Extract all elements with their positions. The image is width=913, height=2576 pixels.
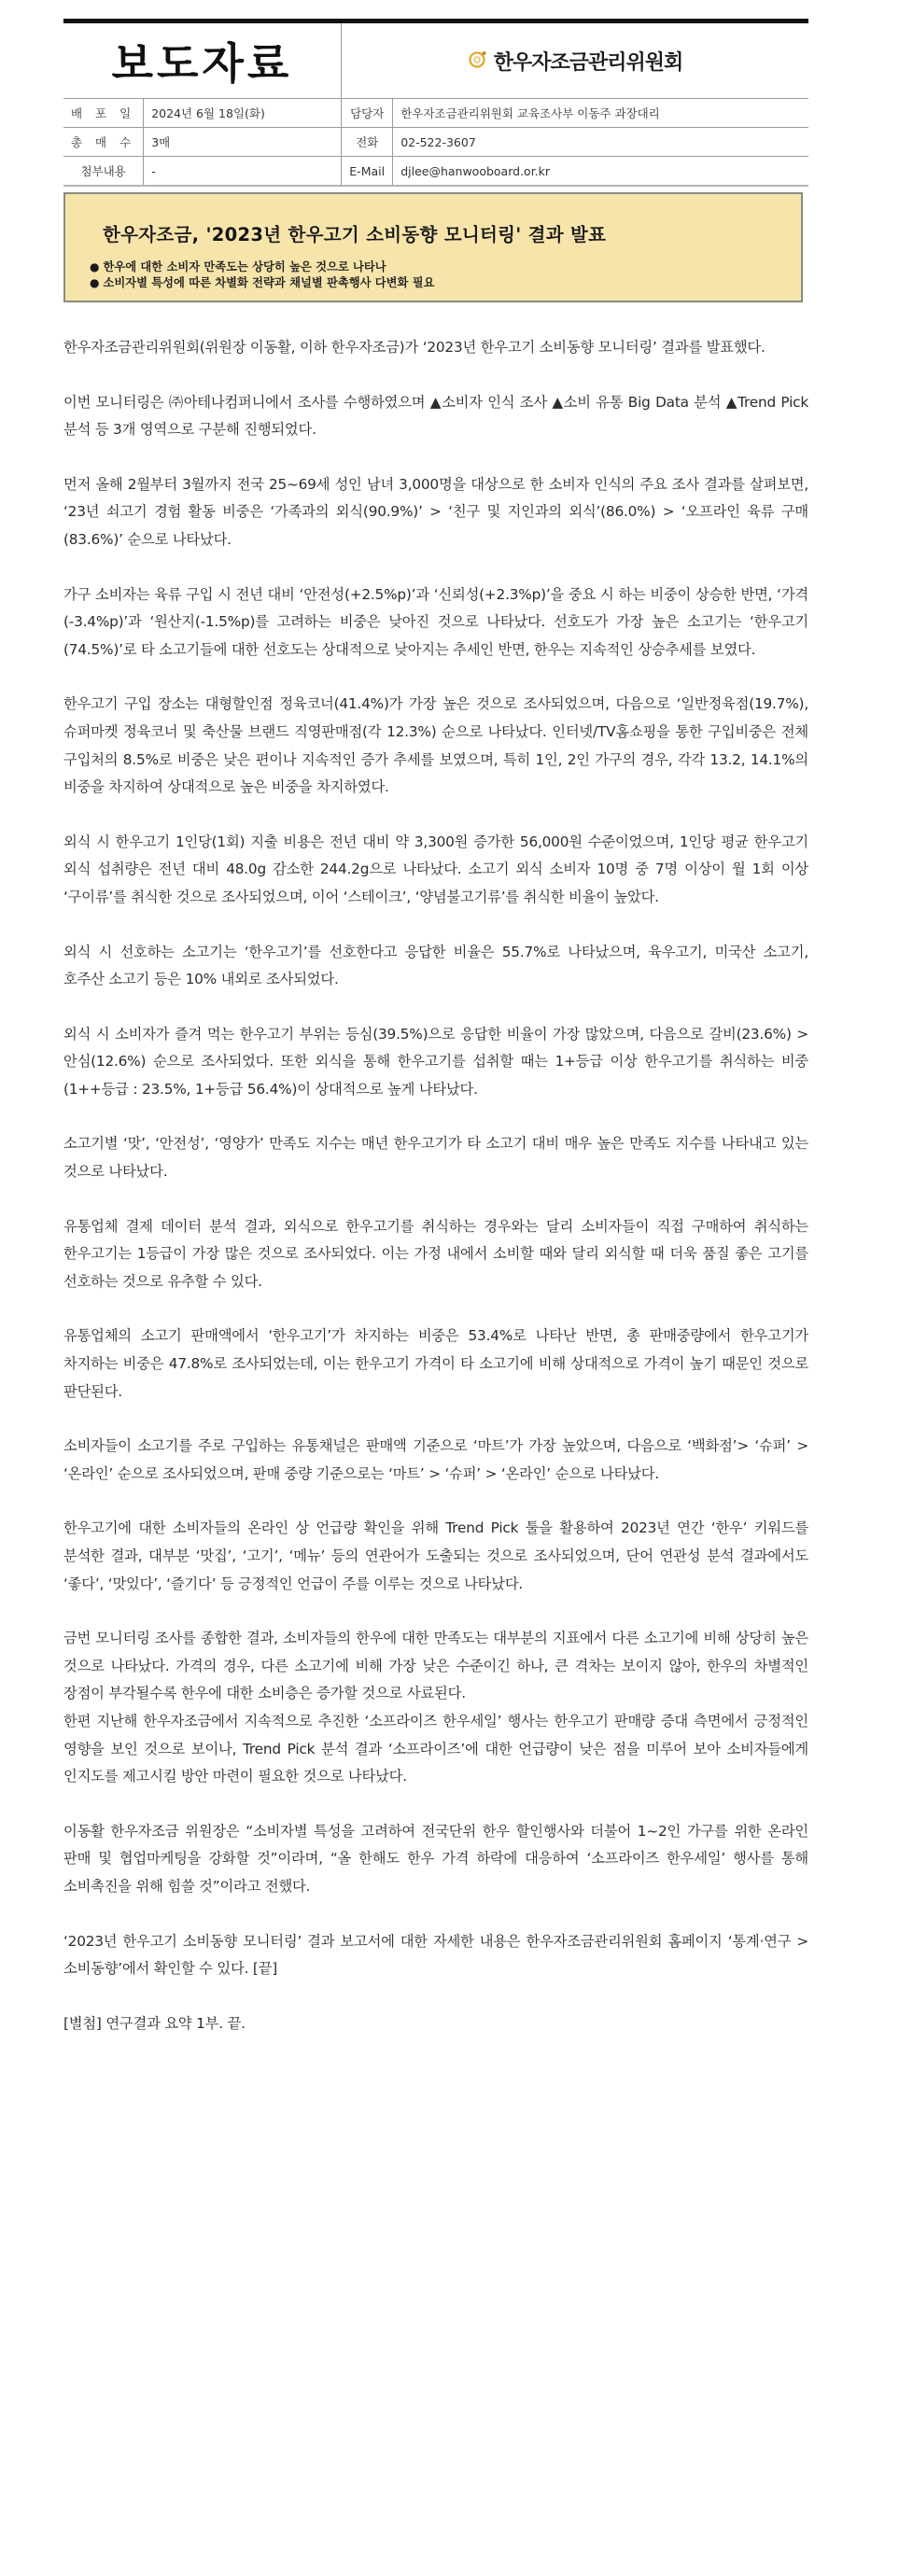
info-row-attachment [63, 157, 808, 187]
org-logo-text: 한우자조금관리위원회 [493, 50, 683, 75]
paragraph-channels: 소비자들이 소고기를 주로 구입하는 유통채널은 판매액 기준으로 ‘마트’가 가장 높았으며, 다음으로 ‘백화점’> ‘슈퍼’ > ‘온라인’ 순으로 조사되었으며, 판매 중량 기준으로는 ‘마트’ > ‘슈퍼’ > ‘온라인’ 순으로 나타났다. [63, 1437, 808, 1482]
paragraph-satisfaction: 소고기별 ‘맛’, ‘안전성’, ‘영양가’ 만족도 지수는 매년 한우고기가 타 소고기 대비 매우 높은 만족도 지수를 나타내고 있는 것으로 나타났다. [63, 1135, 808, 1181]
article-body [63, 334, 808, 2037]
bullet-dot-icon: ● [90, 276, 100, 289]
phone-value: 02-522-3607 [393, 128, 808, 157]
paragraph-payment-data: 유통업체 결제 데이터 분석 결과, 외식으로 한우고기를 취식하는 경우와는 달리 소비자들이 직접 구매하여 취식하는 한우고기는 1등급이 가장 많은 것으로 조사되었다. 이는 가정 내에서 소비할 때와 달리 외식할 때 더욱 품질 좋은 고기를 선호하는 것으로 유추할 수 있다. [63, 1217, 808, 1290]
bullet-dot-icon: ● [90, 260, 100, 273]
paragraph-sale-event: 한편 지난해 한우자조금에서 지속적으로 추진한 ‘소프라이즈 한우세일’ 행사는 한우고기 판매량 증대 측면에서 긍정적인 영향을 보인 것으로 보이나, Trend Pick 분석 결과 ‘소프라이즈’에 대한 언급량이 낮은 점을 미루어 보아 소비자들에게 인지도를 제고시킬 방안 마련이 필요한 것으로 나타났다. [63, 1712, 808, 1785]
headline-bullets [90, 259, 801, 291]
email-value: djlee@hanwooboard.or.kr [393, 157, 808, 187]
paragraph-purchase-factors: 가구 소비자는 육류 구입 시 전년 대비 ‘안전성(+2.5%p)’과 ‘신뢰성(+2.3%p)’을 중요 시 하는 비중이 상승한 반면, ‘가격(-3.4%p)’과 ‘원산지(-1.5%p)를 고려하는 비중은 낮아진 것으로 나타났다. 선호도가 가장 높은 소고기는 ‘한우고기(74.5%)’로 타 소고기들에 대한 선호도는 상대적으로 낮아지는 추세인 반면, 한우는 지속적인 상승추세를 보였다. [63, 585, 809, 658]
org-logo [342, 23, 808, 98]
pages-label: 총 매 수 [63, 128, 144, 157]
headline-bullet [90, 275, 801, 291]
press-release-page [63, 0, 808, 2065]
paragraph-purchase-places: 한우고기 구입 장소는 대형할인점 정육코너(41.4%)가 가장 높은 것으로 조사되었으며, 다음으로 ‘일반정육점(19.7%), 슈퍼마켓 정육코너 및 축산물 브랜드 직영판매점(각 12.3%) 순으로 나타났다. 인터넷/TV홈쇼핑을 통한 구입비중은 전체 구입처의 8.5%로 비중은 낮은 편이나 지속적인 증가 추세를 보였으며, 특히 1인, 2인 가구의 경우, 각각 13.2, 14.1%의 비중을 차지하여 상대적으로 높은 비중을 차지하였다. [63, 695, 808, 796]
paragraph-chairman-quote: 이동활 한우자조금 위원장은 “소비자별 특성을 고려하여 전국단위 한우 할인행사와 더불어 1~2인 가구를 위한 온라인 판매 및 협업마케팅을 강화할 것”이라며, “올 한해도 한우 가격 하락에 대응하여 ‘소프라이즈 한우세일’ 행사를 통해 소비촉진을 위해 힘쓸 것”이라고 전했다. [63, 1822, 808, 1895]
hanwoo-emblem-icon [468, 49, 488, 73]
attachment-label: 첨부내용 [63, 157, 144, 187]
paragraph-attachment-note: [별첨] 연구결과 요약 1부. 끝. [63, 2014, 246, 2032]
release-date-value: 2024년 6월 18일(화) [144, 99, 342, 128]
email-label: E-Mail [342, 157, 393, 187]
contact-label: 담당자 [342, 99, 393, 128]
paragraph-report-link: ‘2023년 한우고기 소비동향 모니터링’ 결과 보고서에 대한 자세한 내용은 한우자조금관리위원회 홈페이지 ‘통계·연구 > 소비동향’에서 확인할 수 있다. [끝] [63, 1932, 808, 1978]
doc-type-title: 보도자료 [63, 23, 342, 98]
paragraph-experience: 먼저 올해 2월부터 3월까지 전국 25~69세 성인 남녀 3,000명을 대상으로 한 소비자 인식의 주요 조사 결과를 살펴보면, ‘23년 쇠고기 경험 활동 비중은 ‘가족과의 외식(90.9%)’ > ‘친구 및 지인과의 외식’(86.0%) > ‘오프라인 육류 구매(83.6%)’ 순으로 나타났다. [63, 475, 808, 548]
info-row-pages [63, 128, 808, 157]
paragraph-trend-pick: 한우고기에 대한 소비자들의 온라인 상 언급량 확인을 위해 Trend Pick 툴을 활용하여 2023년 연간 ‘한우’ 키워드를 분석한 결과, 대부분 ‘맛집’, ‘고기’, ‘메뉴’ 등의 연관어가 도출되는 것으로 조사되었으며, 단어 연관성 분석 결과에서도 ‘좋다’, ‘맛있다’, ‘즐기다’ 등 긍정적인 언급이 주를 이루는 것으로 나타났다. [63, 1519, 808, 1592]
headline-bullet-text: 소비자별 특성에 따른 차별화 전략과 채널별 판촉행사 다변화 필요 [103, 276, 435, 289]
release-date-label: 배 포 일 [63, 99, 144, 128]
paragraph-sales-share: 유통업체의 소고기 판매액에서 ‘한우고기’가 차지하는 비중은 53.4%로 나타난 반면, 총 판매중량에서 한우고기가 차지하는 비중은 47.8%로 조사되었는데, 이는 한우고기 가격이 타 소고기에 비해 상대적으로 가격이 높기 때문인 것으로 판단된다. [63, 1327, 808, 1400]
paragraph-intro: 한우자조금관리위원회(위원장 이동활, 이하 한우자조금)가 ‘2023년 한우고기 소비동향 모니터링’ 결과를 발표했다. [63, 339, 766, 356]
paragraph-survey-scope: 이번 모니터링은 ㈜아테나컴퍼니에서 조사를 수행하였으며 ▲소비자 인식 조사 ▲소비 유통 Big Data 분석 ▲Trend Pick 분석 등 3개 영역으로 구분해 진행되었다. [63, 393, 808, 439]
headline-bullet-text: 한우에 대한 소비자 만족도는 상당히 높은 것으로 나타나 [103, 260, 386, 273]
phone-label: 전화 [342, 128, 393, 157]
headline-bullet [90, 259, 801, 275]
paragraph-summary: 금번 모니터링 조사를 종합한 결과, 소비자들의 한우에 대한 만족도는 대부분의 지표에서 다른 소고기에 비해 상당히 높은 것으로 나타났다. 가격의 경우, 다른 소고기에 비해 가장 낮은 수준이긴 하나, 큰 격차는 보이지 않아, 한우의 차별적인 장점이 부각될수록 한우에 대한 소비층은 증가할 것으로 사료된다. [63, 1630, 808, 1702]
paragraph-preferred-cuts: 외식 시 소비자가 즐겨 먹는 한우고기 부위는 등심(39.5%)으로 응답한 비율이 가장 많았으며, 다음으로 갈비(23.6%) > 안심(12.6%) 순으로 조사되었다. 또한 외식을 통해 한우고기를 섭취할 때는 1+등급 이상 한우고기를 취식하는 비중(1++등급 : 23.5%, 1+등급 56.4%)이 상대적으로 높게 나타났다. [63, 1025, 808, 1098]
title-row [63, 23, 808, 99]
headline-box [63, 192, 803, 302]
paragraph-dining-preference: 외식 시 선호하는 소고기는 ‘한우고기’를 선호한다고 응답한 비율은 55.7%로 나타났으며, 육우고기, 미국산 소고기, 호주산 소고기 등은 10% 내외로 조사되었다. [63, 943, 808, 988]
release-info-table [63, 99, 808, 187]
contact-value: 한우자조금관리위원회 교육조사부 이동주 과장대리 [393, 99, 808, 128]
paragraph-dining-spend: 외식 시 한우고기 1인당(1회) 지출 비용은 전년 대비 약 3,300원 증가한 56,000원 수준이었으며, 1인당 평균 한우고기 외식 섭취량은 전년 대비 48.0g 감소한 244.2g으로 나타났다. 소고기 외식 소비자 10명 중 7명 이상이 월 1회 이상 ‘구이류’를 취식한 것으로 조사되었으며, 이어 ‘스테이크’, ‘양념불고기류’를 취식한 비율이 높았다. [63, 833, 808, 905]
attachment-value: - [144, 157, 342, 187]
pages-value: 3매 [144, 128, 342, 157]
info-row-release-date [63, 99, 808, 128]
headline-title: 한우자조금, '2023년 한우고기 소비동향 모니터링' 결과 발표 [103, 224, 607, 245]
